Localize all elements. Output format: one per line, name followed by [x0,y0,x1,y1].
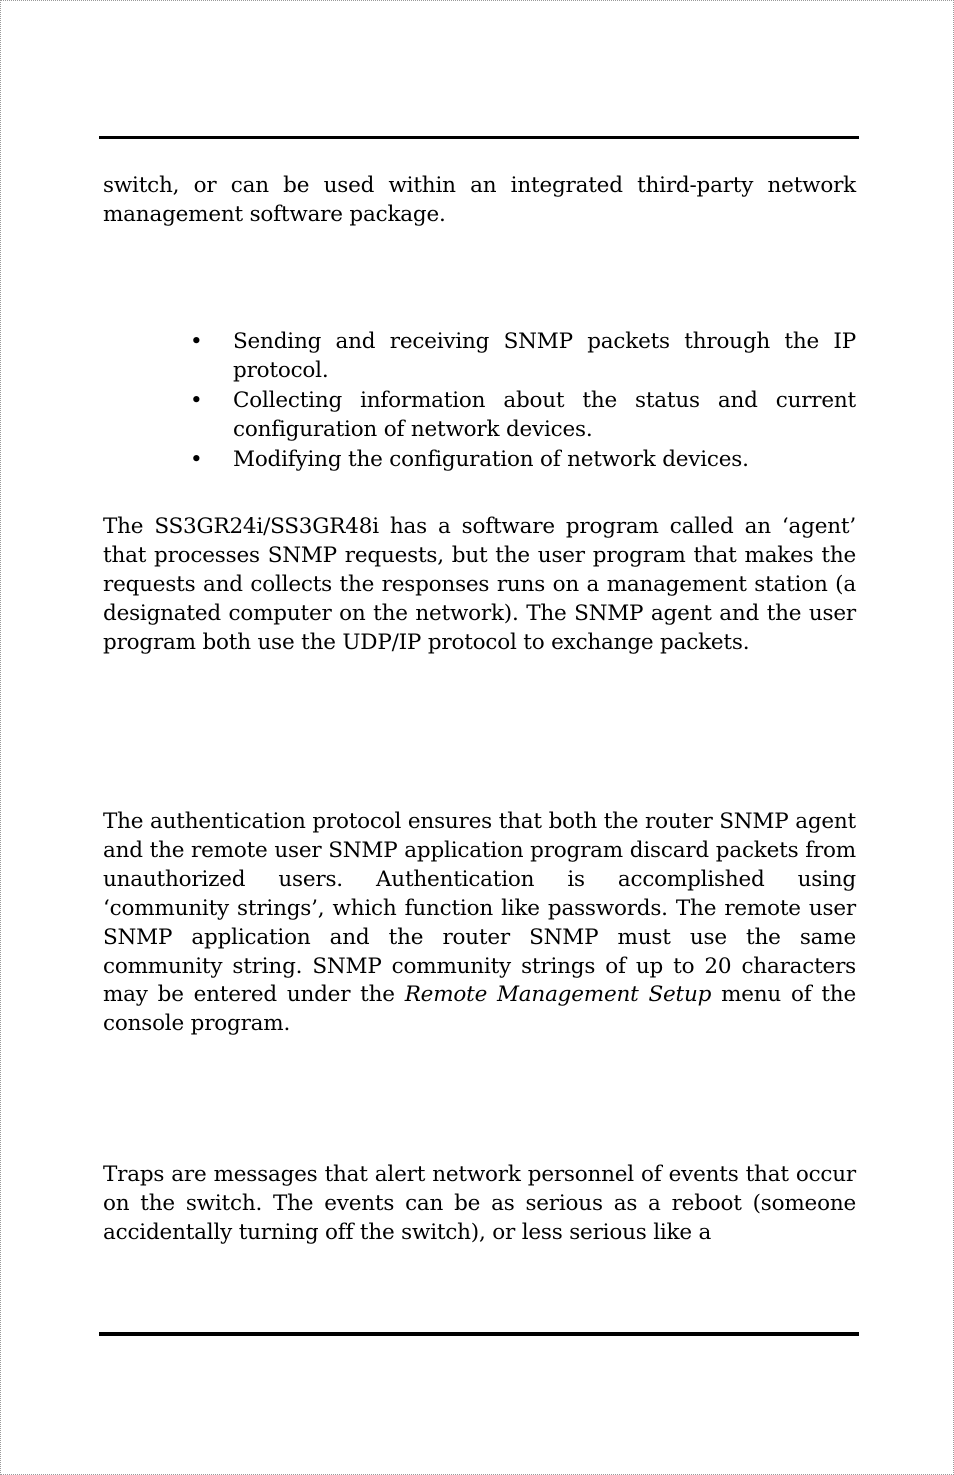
footer-rule [99,1332,859,1336]
list-item-text: Sending and receiving SNMP packets through the IP protocol. [233,329,856,383]
list-item-text: Collecting information about the status and current configuration of network devices. [233,387,856,442]
paragraph-traps: Traps are messages that alert network personnel of events that occur on the switch. The events can be as serious as a reboot (someone accidentally turning off the switch), or less serious like a [103,1162,856,1245]
menu-name-emphasis: Remote Management Setup [404,982,712,1008]
list-item [190,328,856,386]
bullet-icon: • [190,387,203,413]
paragraph-snmp-agent: The SS3GR24i/SS3GR48i has a software program called an ‘agent’ that processes SNMP requests, but the user program that makes the requests and collects the responses runs on a management station (a designated computer on the network). The SNMP agent and the user program both use the UDP/IP protocol to exchange packets. [103,514,856,655]
authentication-text-end: menu of the console program. [103,982,856,1037]
paragraph-intro-continuation: switch, or can be used within an integrated third-party network management software package. [103,173,856,227]
paragraph-authentication [103,808,856,1039]
list-item-text: Modifying the configuration of network devices. [233,446,749,472]
authentication-text: The authentication protocol ensures that both the router SNMP agent and the remote user SNMP application program discard packets from unauthorized users. Authentication is accomplished using ‘community strings’, which function like passwords. The remote user SNMP application and the router SNMP must use the same community string. SNMP community strings of up to 20 characters may be entered under the [103,809,856,1008]
bullet-icon: • [190,329,203,354]
header-rule [99,136,859,139]
list-item [190,387,856,445]
bullet-icon: • [190,446,203,472]
list-item [190,446,856,475]
snmp-functions-list [190,328,856,476]
